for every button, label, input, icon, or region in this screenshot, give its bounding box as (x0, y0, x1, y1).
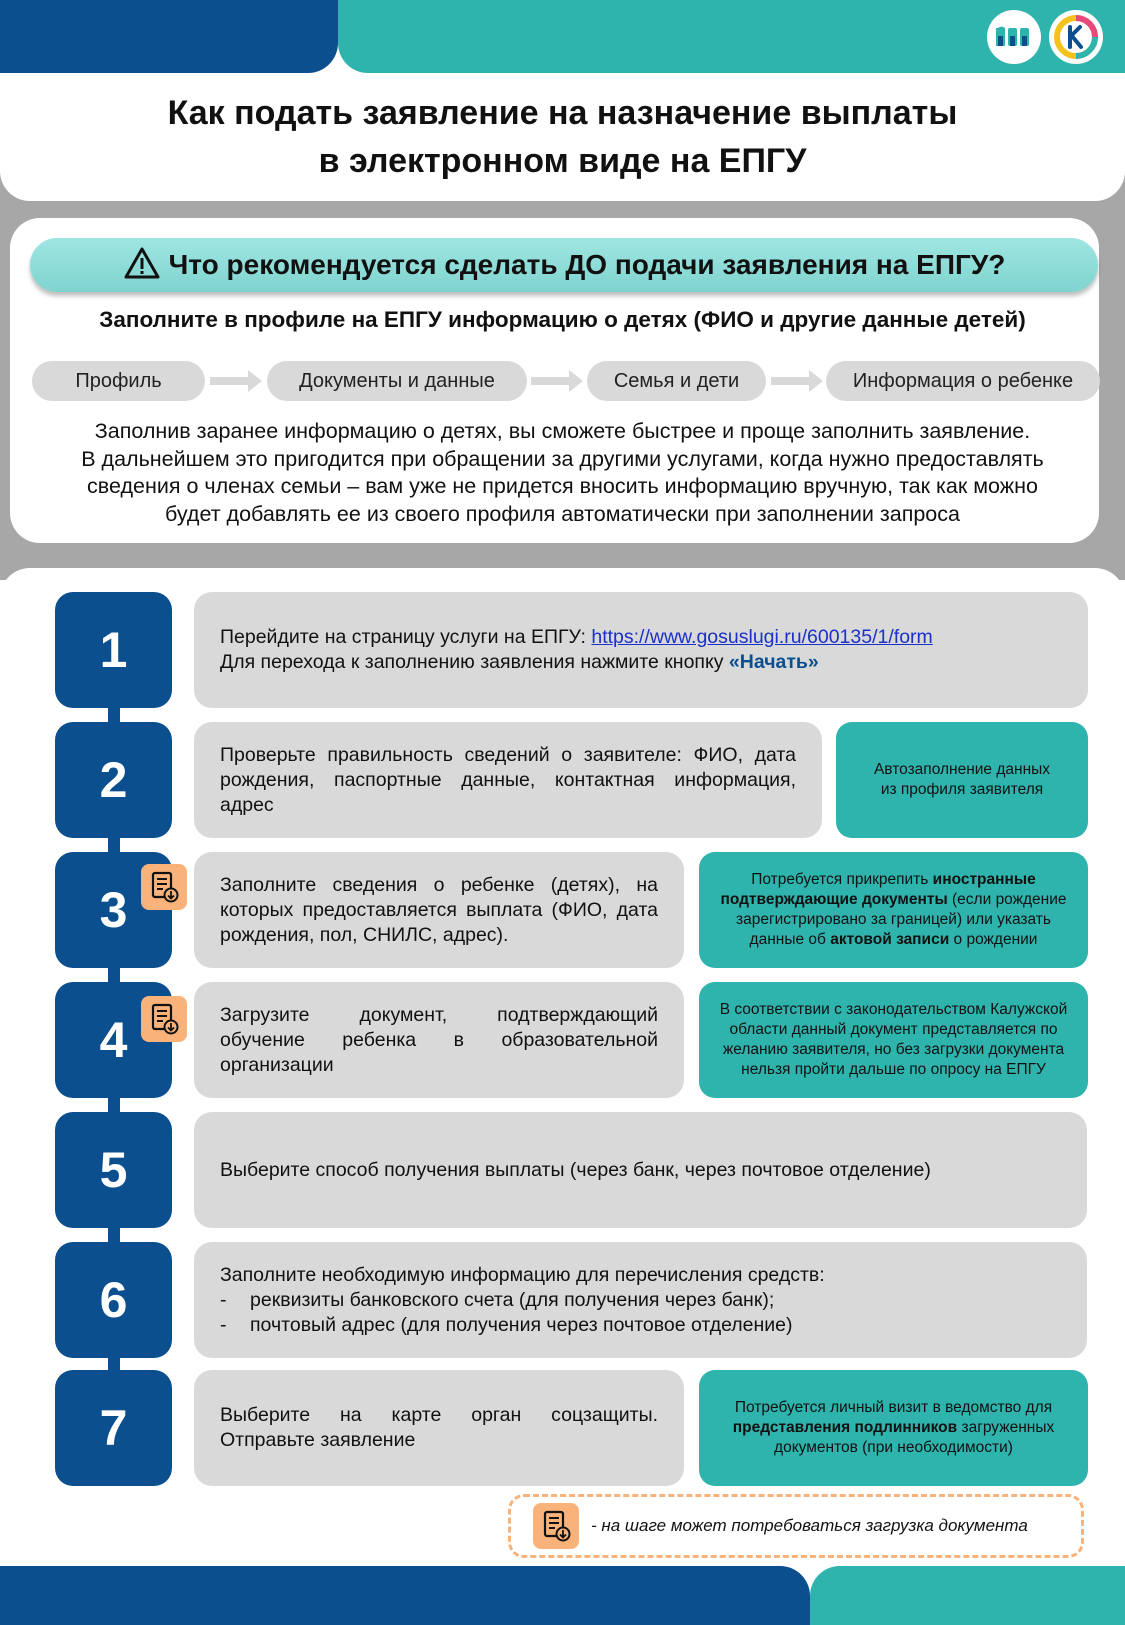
step-3-note-bold: иностранные подтверждающие документы (720, 871, 1036, 908)
step-7-note-text: Потребуется личный визит в ведомство для (734, 1399, 1053, 1416)
flow-arrow-icon (771, 368, 823, 394)
bullet-mark: - (220, 1288, 227, 1311)
page-title-line2: в электронном виде на ЕПГУ (318, 142, 807, 180)
step-4-text: Загрузите документ, подтверждающий обучение ребенка в образовательной организации (220, 1003, 658, 1076)
step-number: 5 (55, 1112, 172, 1228)
step-1-text-line2: Для перехода к заполнению заявления нажмите кнопку (220, 651, 729, 673)
step-7-note-bold: представления подлинников (732, 1419, 958, 1436)
step-7-text: Выберите на карте орган соцзащиты. Отправьте заявление (220, 1404, 658, 1451)
step-4-box (194, 982, 684, 1098)
warning-triangle-icon (123, 246, 161, 285)
legend-text: - на шаге может потребоваться загрузка документа (591, 1516, 1028, 1535)
step-2-note-line: из профиля заявителя (880, 781, 1044, 798)
start-button-label: «Начать» (728, 651, 819, 673)
step-4-note: В соответствии с законодательством Калужской области данный документ представляется по желанию заявителя, но без загрузки документа нельзя пройти дальше по опросу на ЕПГУ (699, 982, 1088, 1098)
pre-note (10, 418, 1115, 528)
top-left-banner (0, 0, 338, 73)
bottom-left-banner (0, 1566, 810, 1625)
step-7-box (194, 1370, 684, 1486)
pre-note-line: В дальнейшем это пригодится при обращении за другими услугами, когда нужно предоставлять (81, 446, 1044, 471)
bullet-mark: - (220, 1313, 227, 1336)
flow-step-child-info: Информация о ребенке (826, 361, 1100, 401)
regional-k-logo-icon (1049, 10, 1103, 64)
step-7-note-text: загруженных документов (при необходимости) (774, 1419, 1055, 1456)
step-number: 7 (55, 1370, 172, 1486)
step-number: 4 (55, 982, 172, 1098)
flow-arrow-icon (210, 368, 262, 394)
flow-step-profile: Профиль (32, 361, 205, 401)
step-number: 2 (55, 722, 172, 838)
step-3-note (699, 852, 1088, 968)
flow-step-family: Семья и дети (587, 361, 766, 401)
step-3-note-text: (если рождение зарегистрировано за границей) или указать данные об (736, 891, 1067, 948)
step-2-note (836, 722, 1088, 838)
bottom-right-banner (810, 1566, 1125, 1625)
step-2-box (194, 722, 822, 838)
step-3-note-bold: актовой записи (830, 931, 950, 948)
step-1-text: Перейдите на страницу услуги на ЕПГУ: (220, 626, 592, 648)
list-item-text: реквизиты банковского счета (для получения через банк); (250, 1288, 775, 1311)
social-fund-logo-icon (987, 10, 1041, 64)
pre-note-line: сведения о членах семьи – вам уже не придется вносить информацию вручную, так как можно (87, 474, 1038, 498)
page-title-line1: Как подать заявление на назначение выплаты (167, 94, 958, 132)
list-item-text: почтовый адрес (для получения через почтовое отделение) (250, 1313, 793, 1336)
step-number: 3 (55, 852, 172, 968)
service-link[interactable]: https://www.gosuslugi.ru/600135/1/form (591, 626, 933, 648)
legend (508, 1494, 1084, 1558)
warning-text: Что рекомендуется сделать ДО подачи заявления на ЕПГУ? (168, 249, 1006, 280)
pre-note-line: будет добавлять ее из своего профиля автоматически при заполнении запроса (165, 501, 960, 526)
warning-banner (30, 238, 1098, 292)
document-download-icon (141, 864, 187, 910)
step-1-box (194, 592, 1088, 708)
document-download-icon (141, 996, 187, 1042)
step-number: 6 (55, 1242, 172, 1358)
step-5-text: Выберите способ получения выплаты (через банк, через почтовое отделение) (220, 1158, 931, 1181)
document-download-icon (533, 1503, 579, 1549)
list-item (220, 1288, 825, 1313)
step-6-box (194, 1242, 1087, 1358)
step-7-note (699, 1370, 1088, 1486)
flow-step-documents: Документы и данные (267, 361, 527, 401)
step-2-note-line: Автозаполнение данных (873, 761, 1051, 778)
step-3-note-text: Потребуется прикрепить (751, 871, 933, 888)
step-3-box (194, 852, 684, 968)
step-6-text: Заполните необходимую информацию для перечисления средств: (220, 1263, 825, 1286)
title-card (0, 73, 1125, 201)
step-number: 1 (55, 592, 172, 708)
pre-note-line: Заполнив заранее информацию о детях, вы сможете быстрее и проще заполнить заявление. (94, 419, 1031, 443)
logos (987, 10, 1103, 64)
flow-arrow-icon (531, 368, 583, 394)
pre-subtitle: Заполните в профиле на ЕПГУ информацию о детях (ФИО и другие данные детей) (99, 307, 1026, 332)
step-5-box (194, 1112, 1087, 1228)
list-item (220, 1313, 825, 1338)
step-2-text: Проверьте правильность сведений о заявителе: ФИО, дата рождения, паспортные данные, контактная информация, адрес (220, 743, 796, 816)
step-3-text: Заполните сведения о ребенке (детях), на которых предоставляется выплата (ФИО, дата рождения, пол, СНИЛС, адрес). (220, 873, 658, 946)
step-3-note-text: о рождении (949, 931, 1038, 948)
